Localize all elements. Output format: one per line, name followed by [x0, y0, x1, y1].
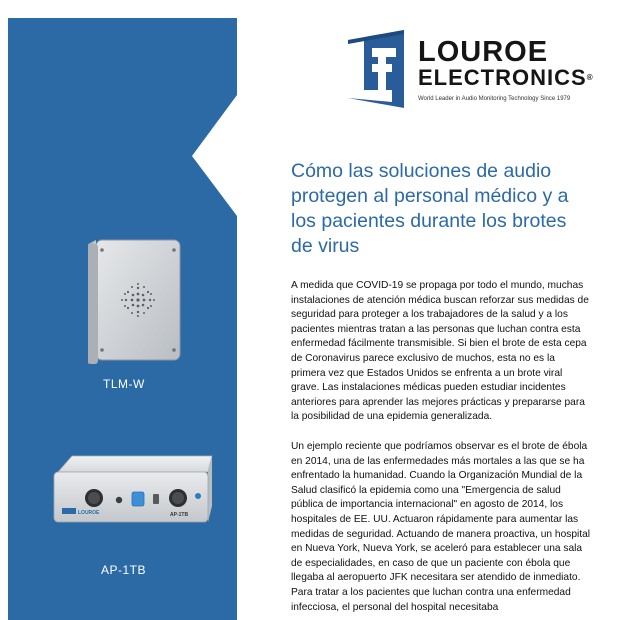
ap-1tb-device-image [48, 450, 218, 530]
tlm-w-caption: TLM-W [103, 377, 145, 391]
body-paragraph-1: A medida que COVID-19 se propaga por todo el mundo, muchas instalaciones de atención médica buscan reforzar sus medidas de seguridad para proteger a los trabajadores de la salud y a los pacientes mientras tratan a las personas que luchan contra esta enfermedad fácilmente transmisible. Si bien el brote de esta cepa de Coronavirus parece exclusivo de muchos, esta no es la primera vez que Estados Unidos se enfrenta a un brote viral grave. Las instalaciones médicas pueden estudiar incidentes anteriores para aprender las mejores prácticas y prepararse para la posibilidad de una epidemia generalizada. [291, 280, 589, 423]
tlm-w-device-image [80, 228, 190, 368]
logo-tagline: World Leader in Audio Monitoring Technology Since 1979 [418, 96, 571, 102]
ap-device-model: AP-1TB [170, 512, 189, 518]
ap-1tb-caption: AP-1TB [101, 563, 147, 577]
registered-mark: ® [586, 73, 594, 82]
body-paragraph-2: Un ejemplo reciente que podríamos observar es el brote de ébola en 2014, una de las enfermedades más mortales a las que se ha enfrentado la humanidad. Cuando la Organización Mundial de la Salud clasificó la epidemia como una "Emergencia de salud pública de importancia internacional" en agosto de 2014, los hospitales de EE. UU. Actuaron rápidamente para aumentar las medidas de seguridad. Actuando de manera proactiva, un hospital en Nueva York, Nueva York, se aceleró para establecer una sala de especialidades, en caso de que un paciente con ébola que llegaba al aeropuerto JFK necesitara ser atendido de inmediato. Para tratar a los pacientes que luchan contra una enfermedad infecciosa, el personal del hospital necesitaba [291, 441, 591, 613]
logo-name-line2 [418, 66, 594, 90]
ap-device-brand: LOUROE [78, 510, 100, 516]
document-title: Cómo las soluciones de audio protegen al personal médico y a los pacientes durante los brotes de virus [291, 160, 569, 257]
louroe-logo-icon [342, 30, 412, 108]
logo-name-line2-text: ELECTRONICS [418, 65, 587, 90]
logo-name-line1: LOUROE [418, 36, 549, 68]
